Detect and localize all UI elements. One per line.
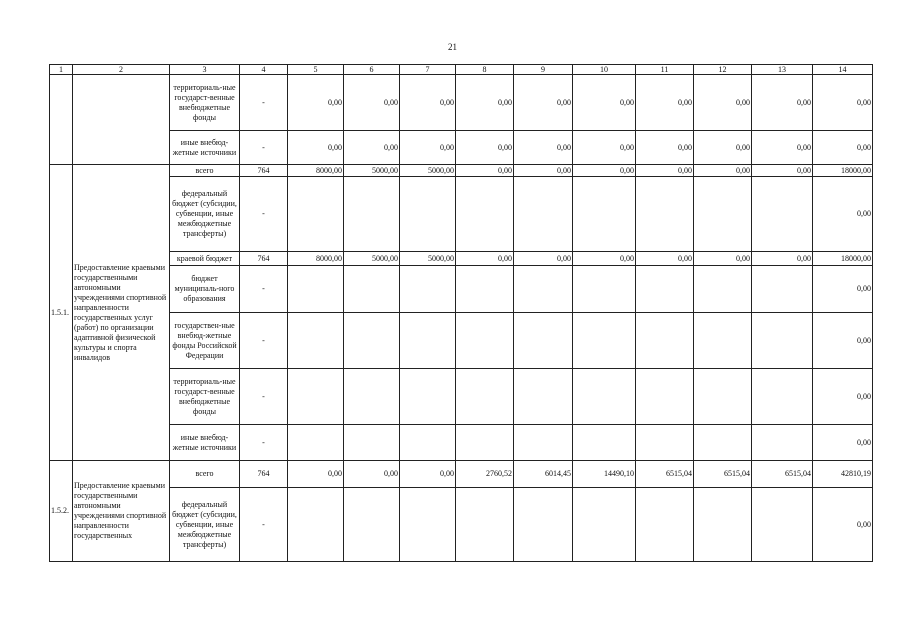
amount-cell: 8000,00 — [288, 252, 344, 266]
amount-cell: 5000,00 — [400, 252, 456, 266]
funding-source-cell: иные внебюд-жетные источники — [170, 131, 240, 165]
amount-cell: 0,00 — [752, 252, 813, 266]
amount-cell: 0,00 — [813, 131, 873, 165]
empty-cell — [456, 313, 514, 369]
amount-cell: 0,00 — [288, 75, 344, 131]
amount-cell: 6515,04 — [752, 461, 813, 488]
amount-cell: 0,00 — [288, 131, 344, 165]
empty-cell — [752, 425, 813, 461]
empty-cell — [288, 177, 344, 252]
amount-cell: 0,00 — [694, 75, 752, 131]
budget-code-cell: 764 — [240, 165, 288, 177]
funding-source-cell: федеральный бюджет (субсидии, субвенции, иные межбюджетные трансферты) — [170, 488, 240, 562]
header-row — [50, 65, 873, 75]
amount-cell: 0,00 — [813, 425, 873, 461]
empty-cell — [344, 177, 400, 252]
column-header: 11 — [636, 65, 694, 75]
amount-cell: 0,00 — [636, 131, 694, 165]
amount-cell: 0,00 — [813, 313, 873, 369]
empty-cell — [456, 266, 514, 313]
empty-cell — [400, 425, 456, 461]
amount-cell: 2760,52 — [456, 461, 514, 488]
empty-cell — [694, 488, 752, 562]
budget-table — [49, 64, 873, 562]
empty-cell — [636, 425, 694, 461]
amount-cell: 0,00 — [813, 369, 873, 425]
empty-cell — [694, 425, 752, 461]
empty-cell — [514, 266, 573, 313]
empty-cell — [573, 369, 636, 425]
empty-cell — [288, 425, 344, 461]
empty-cell — [456, 177, 514, 252]
amount-cell: 0,00 — [694, 165, 752, 177]
amount-cell: 0,00 — [400, 75, 456, 131]
amount-cell: 0,00 — [514, 165, 573, 177]
row-name-cell — [73, 75, 170, 165]
amount-cell: 0,00 — [514, 252, 573, 266]
empty-cell — [573, 313, 636, 369]
empty-cell — [400, 266, 456, 313]
budget-code-cell: - — [240, 177, 288, 252]
table-row — [50, 488, 873, 562]
amount-cell: 0,00 — [573, 165, 636, 177]
amount-cell: 18000,00 — [813, 252, 873, 266]
budget-code-cell: 764 — [240, 461, 288, 488]
empty-cell — [344, 266, 400, 313]
empty-cell — [752, 488, 813, 562]
amount-cell: 0,00 — [636, 165, 694, 177]
column-header: 9 — [514, 65, 573, 75]
amount-cell: 6515,04 — [694, 461, 752, 488]
funding-source-cell: бюджет муниципаль-ного образования — [170, 266, 240, 313]
column-header: 6 — [344, 65, 400, 75]
column-header: 14 — [813, 65, 873, 75]
amount-cell: 0,00 — [573, 131, 636, 165]
table-row — [50, 461, 873, 488]
amount-cell: 0,00 — [573, 252, 636, 266]
column-header: 8 — [456, 65, 514, 75]
amount-cell: 6014,45 — [514, 461, 573, 488]
empty-cell — [752, 177, 813, 252]
column-header: 13 — [752, 65, 813, 75]
funding-source-cell: государствен-ные внебюд-жетные фонды Российской Федерации — [170, 313, 240, 369]
amount-cell: 0,00 — [636, 75, 694, 131]
amount-cell: 0,00 — [636, 252, 694, 266]
budget-code-cell: 764 — [240, 252, 288, 266]
empty-cell — [636, 488, 694, 562]
empty-cell — [752, 266, 813, 313]
amount-cell: 0,00 — [752, 75, 813, 131]
empty-cell — [514, 425, 573, 461]
amount-cell: 0,00 — [752, 131, 813, 165]
empty-cell — [344, 488, 400, 562]
column-header: 12 — [694, 65, 752, 75]
empty-cell — [514, 488, 573, 562]
amount-cell: 5000,00 — [344, 252, 400, 266]
amount-cell: 0,00 — [288, 461, 344, 488]
row-code-cell: 1.5.1. — [50, 165, 73, 461]
empty-cell — [752, 313, 813, 369]
empty-cell — [288, 488, 344, 562]
empty-cell — [694, 177, 752, 252]
empty-cell — [636, 177, 694, 252]
empty-cell — [573, 488, 636, 562]
column-header: 7 — [400, 65, 456, 75]
budget-code-cell: - — [240, 425, 288, 461]
amount-cell: 5000,00 — [400, 165, 456, 177]
empty-cell — [400, 313, 456, 369]
row-name-cell: Предоставление краевыми государственными автономными учреждениями спортивной направленности государственных — [73, 461, 170, 562]
amount-cell: 0,00 — [456, 252, 514, 266]
column-header: 10 — [573, 65, 636, 75]
budget-code-cell: - — [240, 488, 288, 562]
amount-cell: 0,00 — [456, 131, 514, 165]
empty-cell — [694, 369, 752, 425]
empty-cell — [456, 425, 514, 461]
budget-code-cell: - — [240, 75, 288, 131]
empty-cell — [344, 425, 400, 461]
empty-cell — [288, 266, 344, 313]
amount-cell: 0,00 — [344, 75, 400, 131]
amount-cell: 0,00 — [573, 75, 636, 131]
amount-cell: 5000,00 — [344, 165, 400, 177]
funding-source-cell: всего — [170, 165, 240, 177]
amount-cell: 0,00 — [456, 75, 514, 131]
amount-cell: 0,00 — [813, 266, 873, 313]
amount-cell: 0,00 — [813, 177, 873, 252]
table-row — [50, 177, 873, 252]
empty-cell — [573, 266, 636, 313]
amount-cell: 0,00 — [344, 461, 400, 488]
table-row — [50, 75, 873, 131]
amount-cell: 0,00 — [400, 461, 456, 488]
funding-source-cell: всего — [170, 461, 240, 488]
amount-cell: 0,00 — [694, 131, 752, 165]
amount-cell: 6515,04 — [636, 461, 694, 488]
row-code-cell: 1.5.2. — [50, 461, 73, 562]
amount-cell: 0,00 — [752, 165, 813, 177]
empty-cell — [288, 313, 344, 369]
empty-cell — [344, 369, 400, 425]
amount-cell: 14490,10 — [573, 461, 636, 488]
empty-cell — [400, 177, 456, 252]
empty-cell — [400, 369, 456, 425]
column-header: 3 — [170, 65, 240, 75]
amount-cell: 0,00 — [813, 75, 873, 131]
amount-cell: 0,00 — [514, 131, 573, 165]
table-row — [50, 131, 873, 165]
amount-cell: 0,00 — [456, 165, 514, 177]
amount-cell: 42810,19 — [813, 461, 873, 488]
empty-cell — [514, 177, 573, 252]
empty-cell — [514, 369, 573, 425]
empty-cell — [344, 313, 400, 369]
table-row — [50, 165, 873, 177]
page-number: 21 — [448, 42, 457, 52]
empty-cell — [636, 369, 694, 425]
empty-cell — [573, 425, 636, 461]
empty-cell — [636, 313, 694, 369]
empty-cell — [636, 266, 694, 313]
funding-source-cell: краевой бюджет — [170, 252, 240, 266]
empty-cell — [288, 369, 344, 425]
budget-code-cell: - — [240, 313, 288, 369]
table-row — [50, 313, 873, 369]
empty-cell — [456, 369, 514, 425]
empty-cell — [694, 313, 752, 369]
amount-cell: 0,00 — [514, 75, 573, 131]
table-row — [50, 266, 873, 313]
empty-cell — [694, 266, 752, 313]
empty-cell — [514, 313, 573, 369]
amount-cell: 0,00 — [694, 252, 752, 266]
empty-cell — [400, 488, 456, 562]
amount-cell: 0,00 — [400, 131, 456, 165]
table-row — [50, 252, 873, 266]
amount-cell: 18000,00 — [813, 165, 873, 177]
budget-code-cell: - — [240, 131, 288, 165]
column-header: 1 — [50, 65, 73, 75]
empty-cell — [573, 177, 636, 252]
empty-cell — [456, 488, 514, 562]
funding-source-cell: территориаль-ные государст-венные внебюджетные фонды — [170, 369, 240, 425]
amount-cell: 0,00 — [344, 131, 400, 165]
column-header: 5 — [288, 65, 344, 75]
column-header: 2 — [73, 65, 170, 75]
amount-cell: 0,00 — [813, 488, 873, 562]
table-row — [50, 369, 873, 425]
budget-code-cell: - — [240, 369, 288, 425]
empty-cell — [752, 369, 813, 425]
funding-source-cell: территориаль-ные государст-венные внебюджетные фонды — [170, 75, 240, 131]
table-row — [50, 425, 873, 461]
budget-code-cell: - — [240, 266, 288, 313]
amount-cell: 8000,00 — [288, 165, 344, 177]
funding-source-cell: иные внебюд-жетные источники — [170, 425, 240, 461]
column-header: 4 — [240, 65, 288, 75]
funding-source-cell: федеральный бюджет (субсидии, субвенции, иные межбюджетные трансферты) — [170, 177, 240, 252]
row-name-cell: Предоставление краевыми государственными автономными учреждениями спортивной направленности государственных услуг (работ) по организации адаптивной физической культуры и спорта инвалидов — [73, 165, 170, 461]
row-code-cell — [50, 75, 73, 165]
